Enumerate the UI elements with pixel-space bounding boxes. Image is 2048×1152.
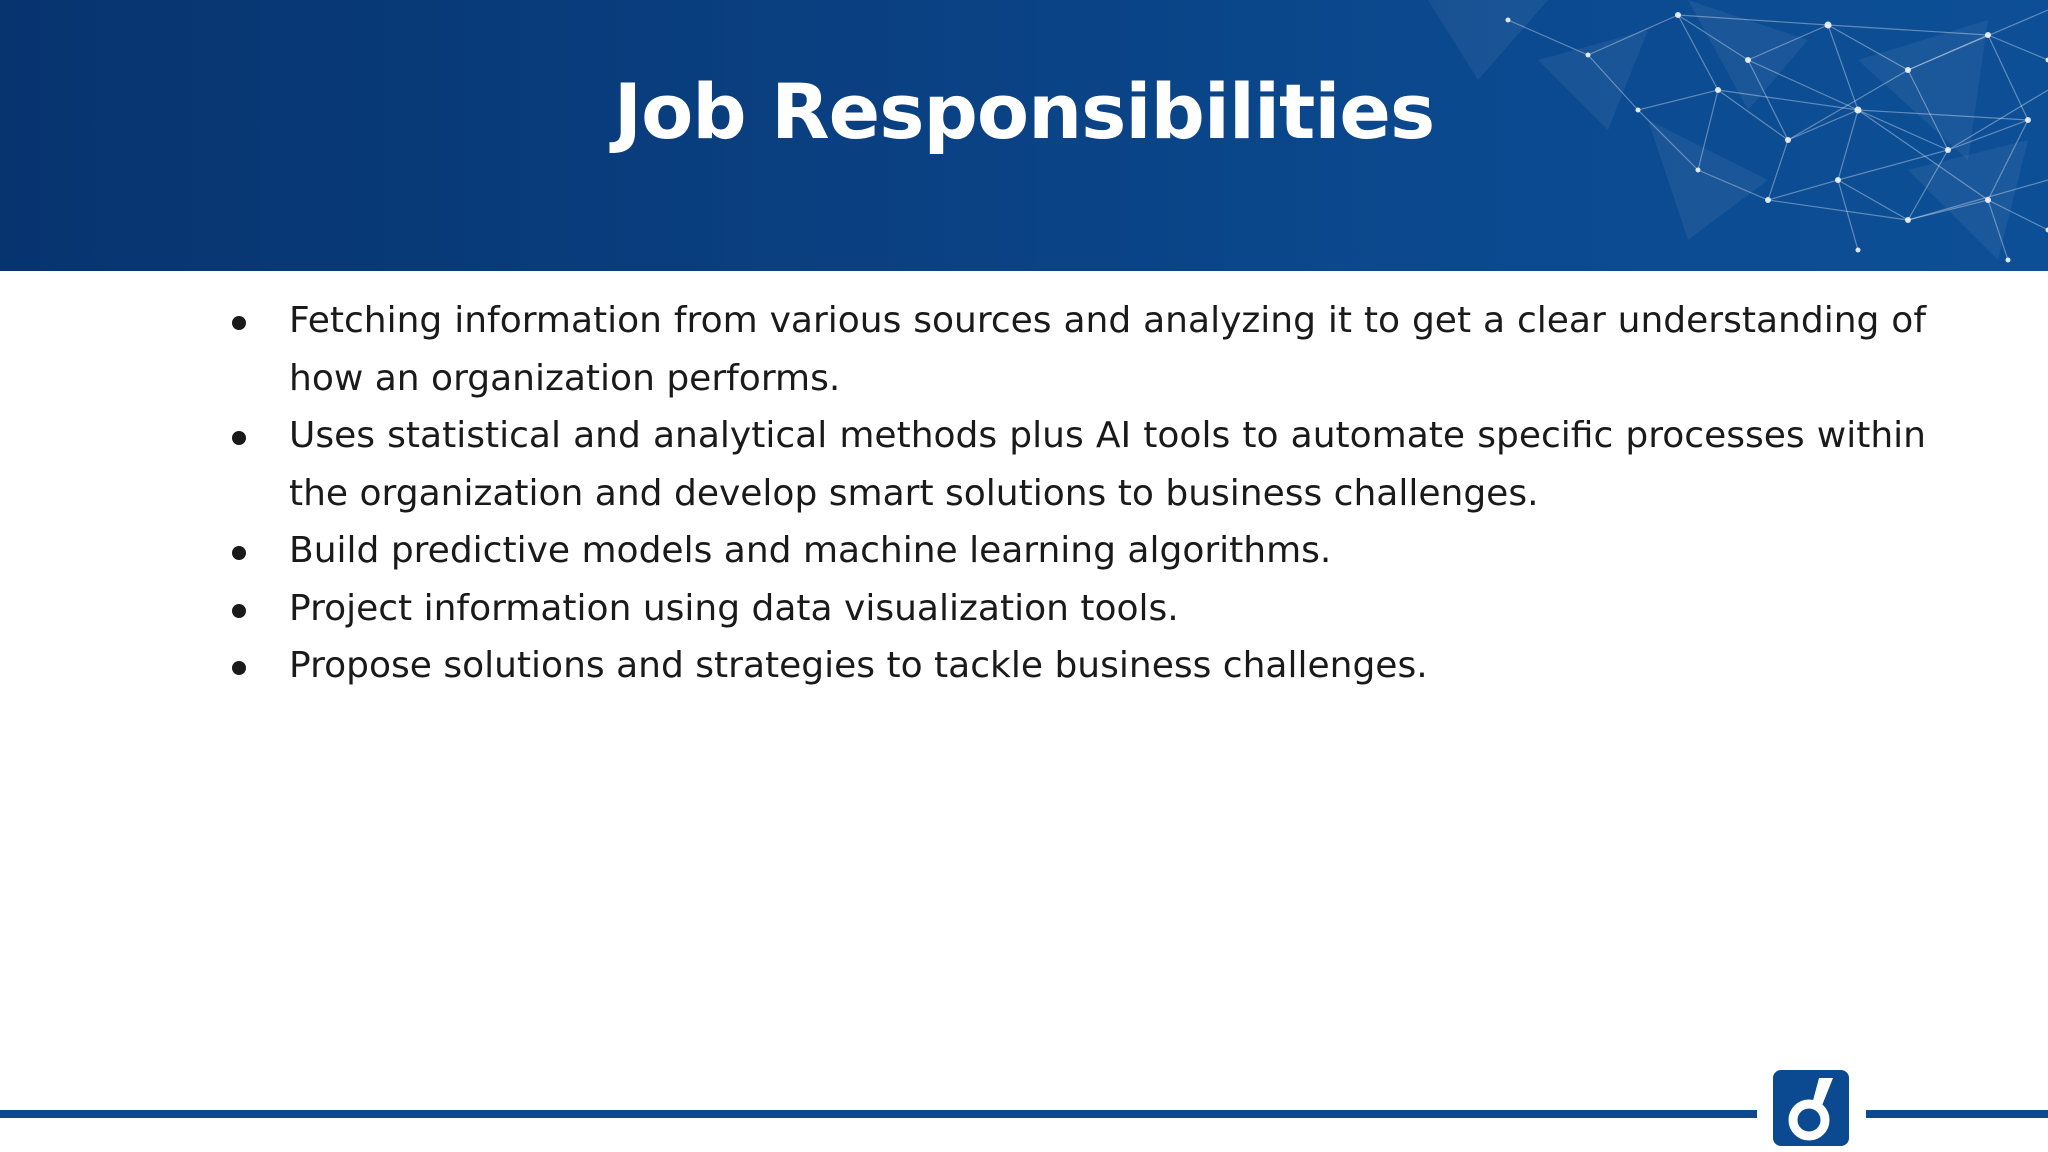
bullet-dot-icon [232,431,246,445]
list-item [232,522,1926,580]
bullet-dot-icon [232,546,246,560]
list-item-text: Uses statistical and analytical methods plus AI tools to automate specific processes within the organization and develop smart solutions to business challenges. [289,415,1926,514]
content-area [232,292,1926,695]
bullet-dot-icon [232,604,246,618]
list-item-text: Fetching information from various sources and analyzing it to get a clear understanding of how an organization performs. [289,300,1926,399]
brand-logo-icon [1771,1068,1851,1148]
list-item [232,292,1926,407]
slide-title: Job Responsibilities [613,67,1435,156]
list-item-text: Build predictive models and machine learning algorithms. [289,530,1332,571]
list-item [232,580,1926,638]
footer-rule-right [1866,1110,2048,1118]
list-item [232,407,1926,522]
responsibilities-list [232,292,1926,695]
list-item-text: Propose solutions and strategies to tackle business challenges. [289,645,1428,686]
bullet-dot-icon [232,661,246,675]
header-band [0,0,2048,271]
bullet-dot-icon [232,316,246,330]
footer-rule-left [0,1110,1757,1118]
list-item [232,637,1926,695]
list-item-text: Project information using data visualization tools. [289,587,1179,629]
